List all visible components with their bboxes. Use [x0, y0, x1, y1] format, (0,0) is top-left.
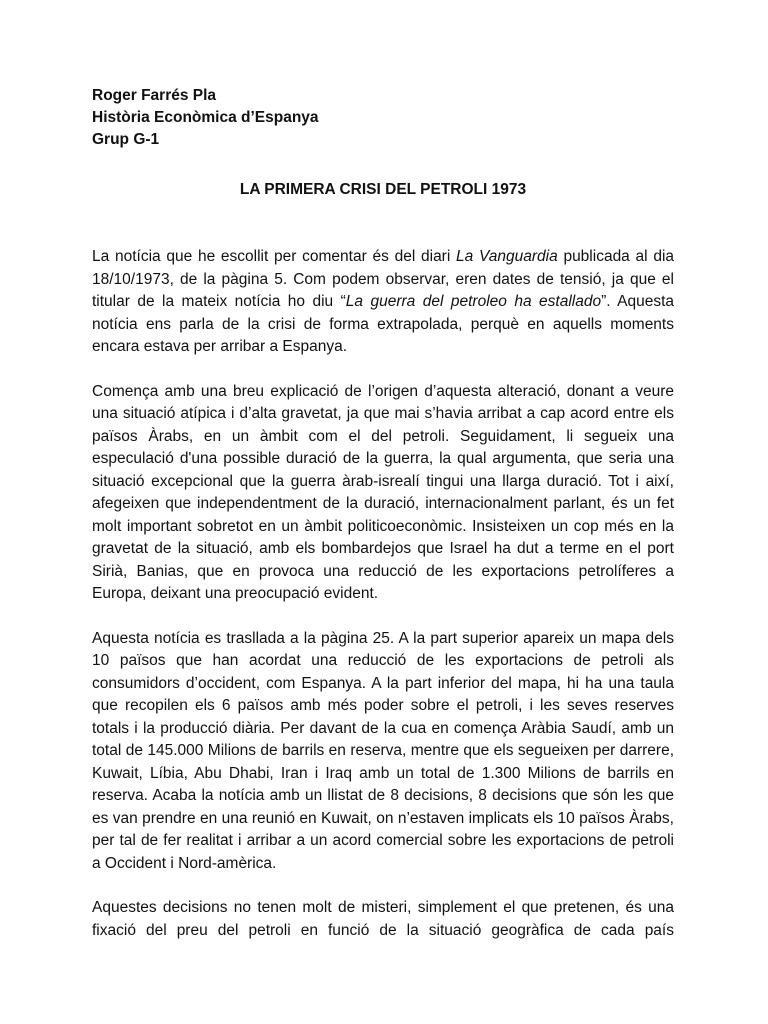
newspaper-name: La Vanguardia [456, 248, 558, 265]
author-name: Roger Farrés Pla [92, 87, 217, 104]
paragraph-2: Comença amb una breu explicació de l’origen d’aquesta alteració, donant a veure una situació atípica i d’alta gravetat, ja que mai s’havia arribat a cap acord entre els països Àrabs, en un àmbit com el del petroli. Seguidament, li segueix una especulació d'una possible duració de la guerra, la qual argumenta, que seria una situació excepcional que la guerra àrab-isrealí tingui una llarga duració. Tot i així, afegeixen que independentment de la duració, internacionalment parlant, és un fet molt important sobretot en un àmbit politicoeconòmic. Insisteixen un cop més en la gravetat de la situació, amb els bombardejos que Israel ha dut a terme en el port Sirià, Banias, que en provoca una reducció de les exportacions petrolíferes a Europa, deixant una preocupació evident. [92, 382, 674, 602]
paragraph-3: Aquesta notícia es trasllada a la pàgina 25. A la part superior apareix un mapa dels 10 països que han acordat una reducció de les exportacions de petroli als consumidors d’occident, com Espanya. A la part inferior del mapa, hi ha una taula que recopilen els 6 països amb més poder sobre el petroli, i les seves reserves totals i la producció diària. Per davant de la cua en comença Aràbia Saudí, amb un total de 145.000 Milions de barrils en reserva, mentre que els segueixen per darrere, Kuwait, Líbia, Abu Dhabi, Iran i Iraq amb un total de 1.300 Milions de barrils en reserva. Acaba la notícia amb un llistat de 8 decisions, 8 decisions que són les que es van prendre en una reunió en Kuwait, on n’estaven implicats els 10 països Àrabs, per tal de fer realitat i arribar a un acord comercial sobre les exportacions de petroli a Occident i Nord-amèrica. [92, 629, 674, 872]
group-name: Grup G-1 [92, 131, 160, 148]
course-name: Història Econòmica d’Espanya [92, 109, 319, 126]
document-title: LA PRIMERA CRISI DEL PETROLI 1973 [239, 181, 527, 198]
headline-quote: La guerra del petroleo ha estallado [345, 293, 602, 310]
paragraph-1-part-3: ”. Aquesta notícia ens parla de la crisi de forma extrapolada, perquè en aquells moments encara estava per arribar a Espanya. [92, 293, 675, 355]
paragraph-4: Aquestes decisions no tenen molt de misteri, simplement el que pretenen, és una fixació del preu del petroli en funció de la situació geogràfica de cada país [92, 899, 674, 939]
paragraph-1-part-1: La notícia que he escollit per comentar és del diari [92, 248, 457, 265]
paragraph-1-part-2: publicada al dia 18/10/1973, de la pàgina 5. Com podem observar, eren dates de tensió, ja que el titular de la mateix notícia ho diu “ [92, 248, 675, 310]
document-page [92, 85, 674, 942]
paragraph-1 [92, 246, 674, 359]
